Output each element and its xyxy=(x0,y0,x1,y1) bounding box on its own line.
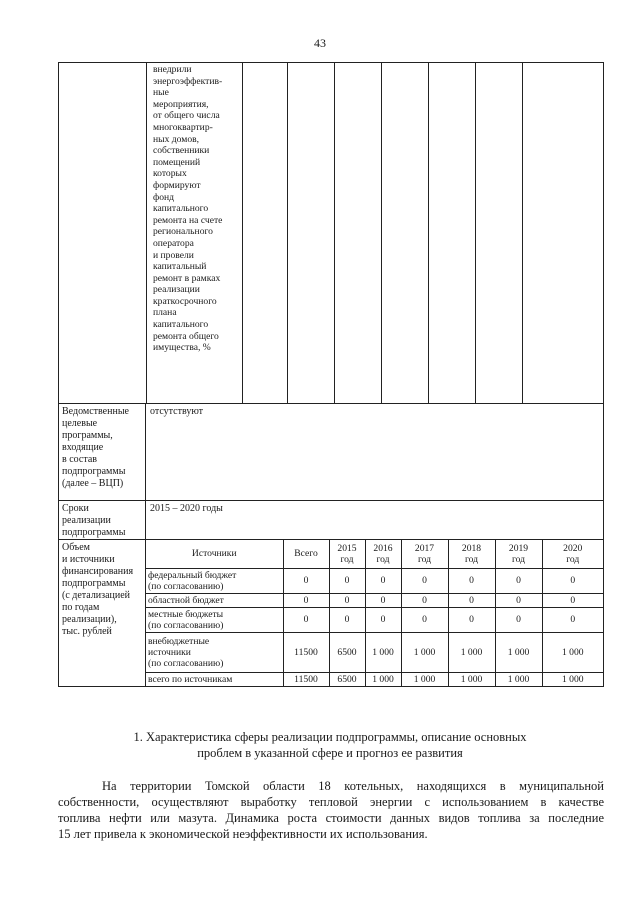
year-value-cell: 1 000 xyxy=(448,672,495,686)
year-value-cell: 0 xyxy=(542,593,603,607)
header-year-text: 2020 xyxy=(563,542,583,554)
vcp-value: отсутствуют xyxy=(150,406,204,417)
source-text: источники xyxy=(148,646,191,658)
year-value-cell: 1 000 xyxy=(448,632,495,672)
year-value-cell: 1 000 xyxy=(542,632,603,672)
indicator-line: плана xyxy=(153,307,177,319)
header-year xyxy=(365,540,401,568)
year-value-cell: 0 xyxy=(542,607,603,632)
indicator-line: имущества, % xyxy=(153,342,211,354)
paragraph-line: На территории Томской области 18 котельных, находящихся в муниципальной xyxy=(102,779,604,793)
heading-line: проблем в указанной сфере и прогноз ее развития xyxy=(197,745,463,760)
indicator-line: ремонт в рамках xyxy=(153,272,221,284)
financing-label xyxy=(59,540,146,686)
indicator-line: капитального xyxy=(153,319,209,331)
column-divider xyxy=(522,63,523,403)
year-value-cell: 0 xyxy=(448,607,495,632)
indicator-line: ные xyxy=(153,87,169,99)
label-line: Объем xyxy=(62,542,90,553)
label-line: Ведомственные xyxy=(62,406,129,417)
year-value-cell: 0 xyxy=(495,568,542,593)
source-cell xyxy=(146,607,283,632)
year-value-cell: 0 xyxy=(495,607,542,632)
year-value-cell: 1 000 xyxy=(495,632,542,672)
header-year-text: год xyxy=(340,553,354,565)
label-line: финансирования xyxy=(62,566,134,577)
financing-row-0 xyxy=(146,568,603,593)
section-heading xyxy=(70,730,590,761)
passport-table xyxy=(58,62,604,687)
source-cell xyxy=(146,593,283,607)
indicator-line: капитальный xyxy=(153,261,207,273)
indicator-line: мероприятия, xyxy=(153,98,209,110)
header-year-text: 2019 xyxy=(508,542,529,554)
total-cell: 11500 xyxy=(283,632,329,672)
vcp-label xyxy=(59,404,146,500)
indicator-line: ных домов, xyxy=(153,133,200,145)
year-value-cell: 1 000 xyxy=(495,672,542,686)
terms-row xyxy=(58,500,604,539)
total-cell: 0 xyxy=(283,568,329,593)
year-value-cell: 0 xyxy=(365,568,401,593)
source-text: (по согласованию) xyxy=(148,657,224,669)
indicator-line: внедрили xyxy=(153,64,192,75)
terms-value: 2015 – 2020 годы xyxy=(150,503,223,514)
column-divider xyxy=(287,63,288,403)
header-year-text: 2015 xyxy=(337,542,357,554)
label-line: реализации), xyxy=(62,614,117,625)
header-total-text: Всего xyxy=(294,548,318,560)
year-value-cell: 0 xyxy=(365,607,401,632)
label-line: реализации xyxy=(62,515,111,526)
header-total xyxy=(283,540,329,568)
indicator-description xyxy=(150,63,242,354)
indicator-line: краткосрочного xyxy=(153,295,217,307)
source-text: областной бюджет xyxy=(148,594,224,606)
total-cell: 0 xyxy=(283,593,329,607)
label-line: Сроки xyxy=(62,503,89,514)
source-text: федеральный бюджет xyxy=(148,569,237,581)
column-divider xyxy=(475,63,476,403)
financing-row xyxy=(58,539,604,687)
paragraph-line: 15 лет привела к экономической неэффективности их использования. xyxy=(58,827,428,841)
header-year-text: год xyxy=(464,553,479,565)
label-line: (с детализацией xyxy=(62,590,131,601)
header-year-text: год xyxy=(417,553,432,565)
year-value-cell: 0 xyxy=(495,593,542,607)
source-text: внебюджетные xyxy=(148,635,210,647)
label-line: (далее – ВЦП) xyxy=(62,478,124,489)
year-value-cell: 0 xyxy=(329,607,365,632)
header-year xyxy=(495,540,542,568)
column-divider xyxy=(381,63,382,403)
indicator-line: многоквартир- xyxy=(153,121,213,133)
paragraph-line: топлива нефти или мазута. Динамика роста стоимости данных видов топлива за последние xyxy=(58,811,604,825)
total-cell: 11500 xyxy=(283,672,329,686)
header-year xyxy=(329,540,365,568)
label-line: подпрограммы xyxy=(62,466,126,477)
source-text: (по согласованию) xyxy=(148,619,224,631)
indicator-line: и провели xyxy=(153,249,194,261)
year-value-cell: 0 xyxy=(448,568,495,593)
header-year xyxy=(401,540,448,568)
label-line: по годам xyxy=(62,602,100,613)
page-number: 43 xyxy=(314,36,326,50)
year-value-cell: 0 xyxy=(542,568,603,593)
indicator-line: формируют xyxy=(153,179,201,191)
year-value-cell: 0 xyxy=(448,593,495,607)
indicator-line: ремонта общего xyxy=(153,330,219,342)
header-sources xyxy=(146,540,283,568)
indicator-line: от общего числа xyxy=(153,110,220,122)
header-year xyxy=(542,540,603,568)
indicator-line: энергоэффектив- xyxy=(153,75,223,87)
header-year-text: год xyxy=(511,553,526,565)
vcp-row xyxy=(58,403,604,500)
label-line: целевые xyxy=(62,418,98,429)
header-year-text: год xyxy=(566,553,580,565)
indicator-line: которых xyxy=(153,168,187,180)
header-year-text: год xyxy=(376,553,390,565)
source-text: местные бюджеты xyxy=(148,608,224,620)
body-paragraph xyxy=(58,778,604,842)
year-value-cell: 1 000 xyxy=(401,632,448,672)
indicator-line: капитального xyxy=(153,203,209,215)
label-line: и источники xyxy=(62,554,115,565)
indicator-line: реализации xyxy=(153,284,200,296)
label-line: в состав xyxy=(62,454,97,465)
label-line: входящие xyxy=(62,442,104,453)
header-year-text: 2016 xyxy=(373,542,393,554)
indicator-line: помещений xyxy=(153,156,201,168)
source-cell xyxy=(146,568,283,593)
source-cell xyxy=(146,672,283,686)
source-text: всего по источникам xyxy=(148,673,233,685)
header-year xyxy=(448,540,495,568)
column-divider xyxy=(242,63,243,403)
indicator-line: собственники xyxy=(153,145,210,157)
year-value-cell: 0 xyxy=(401,593,448,607)
year-value-cell: 1 000 xyxy=(365,672,401,686)
total-cell: 0 xyxy=(283,607,329,632)
financing-row-2 xyxy=(146,607,603,632)
label-line: тыс. рублей xyxy=(62,626,112,637)
terms-label xyxy=(59,501,146,541)
year-value-cell: 6500 xyxy=(329,632,365,672)
label-line: программы, xyxy=(62,430,113,441)
financing-row-1 xyxy=(146,593,603,607)
financing-row-4 xyxy=(146,672,603,686)
year-value-cell: 0 xyxy=(401,568,448,593)
indicator-row-continuation xyxy=(58,62,604,403)
year-value-cell: 0 xyxy=(365,593,401,607)
paragraph-line: собственности, осуществляют выработку тепловой энергии с использованием в качестве xyxy=(58,795,604,809)
header-year-text: 2018 xyxy=(461,542,482,554)
year-value-cell: 6500 xyxy=(329,672,365,686)
year-value-cell: 0 xyxy=(329,593,365,607)
year-value-cell: 1 000 xyxy=(401,672,448,686)
header-year-text: 2017 xyxy=(414,542,435,554)
source-cell xyxy=(146,632,283,672)
year-value-cell: 0 xyxy=(401,607,448,632)
year-value-cell: 0 xyxy=(329,568,365,593)
indicator-line: ремонта на счете xyxy=(153,214,223,226)
label-line: подпрограммы xyxy=(62,578,126,589)
column-divider xyxy=(334,63,335,403)
financing-row-3 xyxy=(146,632,603,672)
indicator-line: оператора xyxy=(153,237,194,249)
heading-line: 1. Характеристика сферы реализации подпрограммы, описание основных xyxy=(133,730,527,744)
year-value-cell: 1 000 xyxy=(365,632,401,672)
column-divider xyxy=(146,63,147,403)
label-line: подпрограммы xyxy=(62,527,126,538)
source-text: (по согласованию) xyxy=(148,580,224,592)
year-value-cell: 1 000 xyxy=(542,672,603,686)
indicator-line: регионального xyxy=(153,226,213,238)
header-sources-text: Источники xyxy=(191,548,237,560)
column-divider xyxy=(428,63,429,403)
financing-table xyxy=(146,540,603,686)
indicator-line: фонд xyxy=(153,191,175,203)
